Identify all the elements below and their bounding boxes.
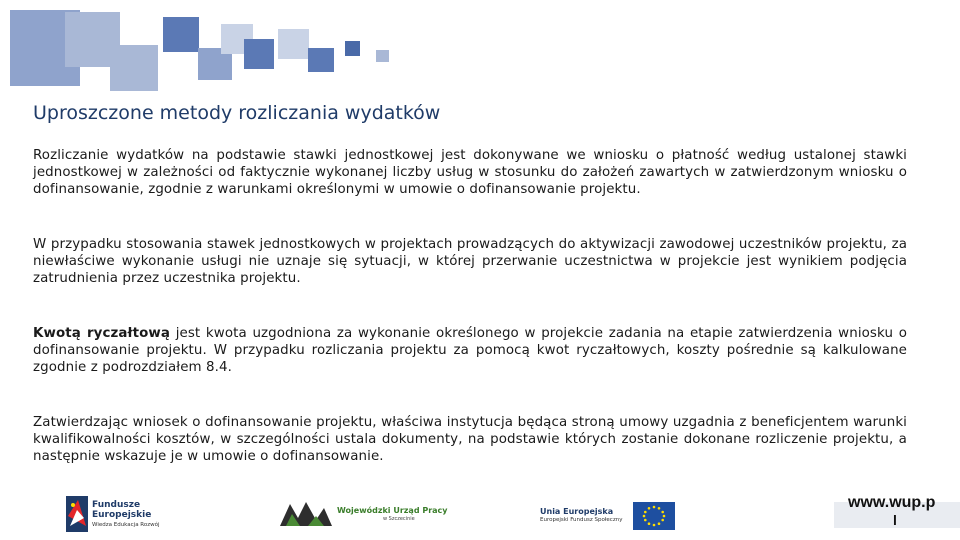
page-title: Uproszczone metody rozliczania wydatków <box>33 102 441 124</box>
decor-square <box>308 48 334 72</box>
decor-square <box>376 50 389 62</box>
decor-square <box>278 29 309 59</box>
lump-sum-definition: jest kwota uzgodniona za wykonanie określonego w projekcie zadania na etapie zatwierdzenia wniosku o dofinansowanie projektu. W przypadku rozliczania projektu za pomocą kwot ryczałtowych, koszty pośrednie są kalkulowane zgodnie z podrozdziałem 8.4. <box>33 326 907 375</box>
ue-sub: Europejski Fundusz Społeczny <box>540 517 623 523</box>
wup-name: Wojewódzki Urząd Pracy <box>337 506 448 515</box>
paragraph-activation: W przypadku stosowania stawek jednostkowych w projektach prowadzących do aktywizacji zawodowej uczestników projektu, za niewłaściwe wykonanie usługi nie uznaje się sytuacji, w której przerwanie uczestnictwa w projekcie jest wynikiem podjęcia zatrudnienia przez uczestnika projektu. <box>33 237 907 286</box>
fundusze-europejskie-logo-icon <box>66 496 88 532</box>
website-url-tail[interactable]: l <box>893 512 897 528</box>
paragraph-eligibility: Zatwierdzając wniosek o dofinansowanie projektu, właściwa instytucja będąca stroną umowy uzgadnia z beneficjentem warunki kwalifikowalności kosztów, w szczególności ustala dokumenty, na podstawie których zostanie dokonane rozliczenie projektu, a następnie wskazuje je w umowie o dofinansowanie. <box>33 415 907 464</box>
decor-square <box>110 45 158 91</box>
wup-sub: w Szczecinie <box>383 516 415 522</box>
decor-square <box>345 41 360 56</box>
fe-logo-text <box>92 500 160 530</box>
paragraph-unit-rate: Rozliczanie wydatków na podstawie stawki jednostkowej jest dokonywane we wniosku o płatność według ustalonej stawki jednostkowej w zależności od faktycznie wykonanej liczby usług w stosunku do założeń zawartych w zatwierdzonym wniosku o dofinansowanie, zgodnie z warunkami określonymi w umowie o dofinansowanie projektu. <box>33 148 907 197</box>
decor-square <box>244 39 274 69</box>
ue-name: Unia Europejska <box>540 507 614 516</box>
fe-line2: Europejskie <box>92 510 152 520</box>
lump-sum-term: Kwotą ryczałtową <box>33 326 171 341</box>
paragraph-lump-sum <box>33 325 907 376</box>
website-url[interactable]: www.wup.p <box>848 494 936 511</box>
wup-logo-icon <box>278 498 334 528</box>
eu-flag-icon <box>633 502 675 530</box>
fe-sub: Wiedza Edukacja Rozwój <box>92 522 160 528</box>
fe-line1: Fundusze <box>92 500 141 510</box>
decor-square <box>163 17 199 52</box>
